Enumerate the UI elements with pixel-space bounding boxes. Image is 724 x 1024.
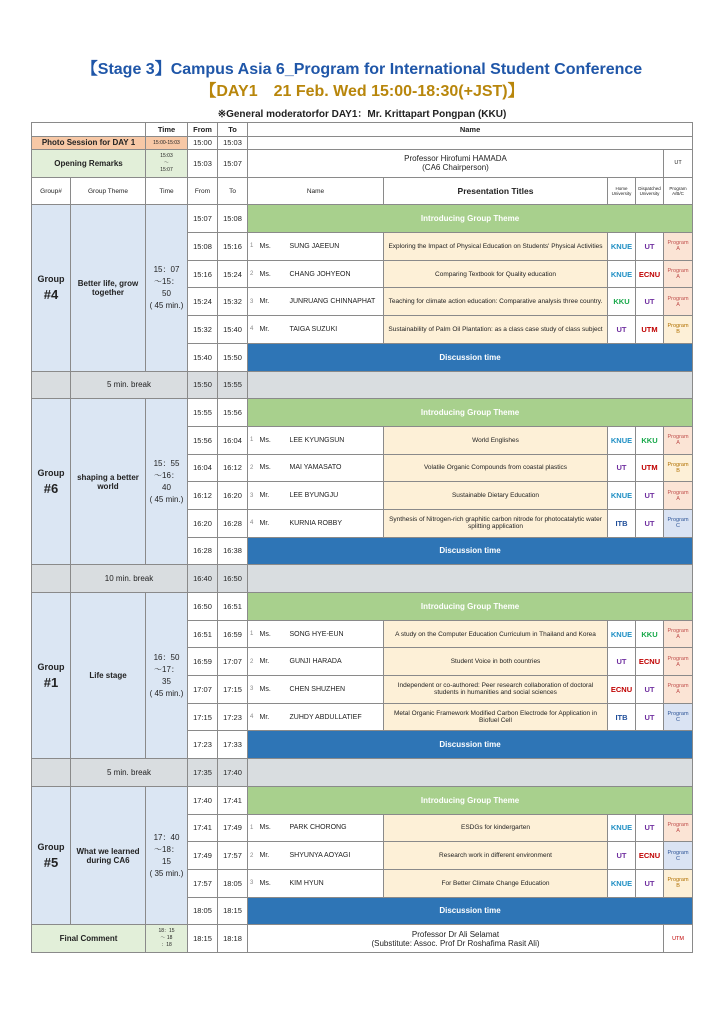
blank-cell bbox=[32, 759, 71, 787]
presenter-name: TAIGA SUZUKI bbox=[288, 316, 384, 344]
home-university: UT bbox=[608, 648, 636, 676]
from-time: 15:16 bbox=[188, 260, 218, 288]
presentation-title: World Englishes bbox=[384, 426, 608, 454]
final-time: 18：15 ～ 18 ：18 bbox=[146, 925, 188, 953]
from-time: 15:07 bbox=[188, 205, 218, 233]
program-badge: Program A bbox=[664, 814, 693, 842]
titles-header: Presentation Titles bbox=[384, 177, 608, 205]
speaker-substitute: (Substitute: Assoc. Prof Dr Roshafima Rasit Ali) bbox=[371, 938, 540, 948]
final-row bbox=[32, 925, 693, 953]
photo-time: 15:00-15:03 bbox=[146, 136, 188, 150]
to-header: To bbox=[218, 123, 248, 137]
dispatched-university: UTM bbox=[636, 454, 664, 482]
presenter-number: 1 bbox=[248, 426, 258, 454]
program-badge: Program B bbox=[664, 454, 693, 482]
from-time: 16:51 bbox=[188, 620, 218, 648]
page-title: 【Stage 3】Campus Asia 6_Program for International Student Conference bbox=[81, 61, 643, 78]
dispatched-university: ECNU bbox=[636, 260, 664, 288]
dispatched-university: UT bbox=[636, 814, 664, 842]
to-time: 15:40 bbox=[218, 316, 248, 344]
from-header: From bbox=[188, 123, 218, 137]
to-time: 17:07 bbox=[218, 648, 248, 676]
group-time: 17：40 ～18： 15 ( 35 min.) bbox=[146, 786, 188, 924]
dispatched-university: KKU bbox=[636, 620, 664, 648]
blank-cell bbox=[248, 565, 693, 593]
break-row bbox=[32, 371, 693, 399]
presenter-name: JUNRUANG CHINNAPHAT bbox=[288, 288, 384, 316]
page-subtitle: 【DAY1 21 Feb. Wed 15:00-18:30(+JST)】 bbox=[200, 83, 524, 100]
presenter-name: GUNJI HARADA bbox=[288, 648, 384, 676]
speaker-role: (CA6 Chairperson) bbox=[422, 163, 489, 173]
dispatched-university: UT bbox=[636, 703, 664, 731]
dispatched-university: UT bbox=[636, 509, 664, 537]
to-time: 16:38 bbox=[218, 537, 248, 565]
home-university: KNUE bbox=[608, 814, 636, 842]
from-time: 15:24 bbox=[188, 288, 218, 316]
presenter-name: CHEN SHUZHEN bbox=[288, 676, 384, 704]
intro-bar: Introducing Group Theme bbox=[248, 593, 693, 621]
intro-bar: Introducing Group Theme bbox=[248, 399, 693, 427]
to-time: 17:57 bbox=[218, 842, 248, 870]
break-label: 10 min. break bbox=[71, 565, 188, 593]
from-time: 15:56 bbox=[188, 426, 218, 454]
from-time: 17:15 bbox=[188, 703, 218, 731]
presentation-title: ESDGs for kindergarten bbox=[384, 814, 608, 842]
from-header: From bbox=[188, 177, 218, 205]
final-speaker bbox=[248, 925, 664, 953]
home-university: UT bbox=[608, 842, 636, 870]
from-time: 17:57 bbox=[188, 869, 218, 897]
to-time: 16:51 bbox=[218, 593, 248, 621]
presenter-name: ZUHDY ABDULLATIEF bbox=[288, 703, 384, 731]
break-label: 5 min. break bbox=[71, 371, 188, 399]
home-university: KNUE bbox=[608, 426, 636, 454]
presentation-title: Sustainability of Palm Oil Plantation: as a class case study of class subject bbox=[384, 316, 608, 344]
presentation-title: Exploring the Impact of Physical Education on Students' Physical Activities bbox=[384, 233, 608, 261]
home-university: ECNU bbox=[608, 676, 636, 704]
dispatched-university: UT bbox=[636, 869, 664, 897]
from-time: 16:20 bbox=[188, 509, 218, 537]
presenter-title: Mr. bbox=[258, 703, 288, 731]
from-time: 17:23 bbox=[188, 731, 218, 759]
program-badge: Program B bbox=[664, 869, 693, 897]
group-theme: shaping a better world bbox=[71, 399, 146, 565]
program-badge: Program A bbox=[664, 426, 693, 454]
name-header: Name bbox=[248, 123, 693, 137]
presenter-title: Ms. bbox=[258, 260, 288, 288]
presenter-title: Ms. bbox=[258, 676, 288, 704]
from-time: 15:00 bbox=[188, 136, 218, 150]
blank-cell bbox=[32, 565, 71, 593]
dispatched-university: UT bbox=[636, 233, 664, 261]
to-time: 15:08 bbox=[218, 205, 248, 233]
to-time: 16:20 bbox=[218, 482, 248, 510]
dispatched-univ-header: Dispatched University bbox=[636, 177, 664, 205]
home-university: KKU bbox=[608, 288, 636, 316]
group-id: #4 bbox=[43, 286, 59, 302]
presenter-name: LEE BYUNGJU bbox=[288, 482, 384, 510]
from-time: 16:40 bbox=[188, 565, 218, 593]
home-university: KNUE bbox=[608, 260, 636, 288]
presenter-title: Ms. bbox=[258, 620, 288, 648]
to-time: 15:55 bbox=[218, 371, 248, 399]
presenter-title: Ms. bbox=[258, 426, 288, 454]
to-time: 17:33 bbox=[218, 731, 248, 759]
moderator-note: ※General moderatorfor DAY1：Mr. Krittapart Pongpan (KKU) bbox=[217, 109, 507, 120]
home-university: UT bbox=[608, 454, 636, 482]
home-university: UT bbox=[608, 316, 636, 344]
presentation-title: Research work in different environment bbox=[384, 842, 608, 870]
presentation-title: Teaching for climate action education: Comparative analysis three country. bbox=[384, 288, 608, 316]
to-time: 16:12 bbox=[218, 454, 248, 482]
opening-remarks-label: Opening Remarks bbox=[32, 150, 146, 178]
break-row bbox=[32, 565, 693, 593]
program-badge: Program A bbox=[664, 676, 693, 704]
intro-row bbox=[32, 593, 693, 621]
time-header: Time bbox=[146, 123, 188, 137]
to-time: 18:15 bbox=[218, 897, 248, 925]
intro-row bbox=[32, 205, 693, 233]
to-time: 15:16 bbox=[218, 233, 248, 261]
to-time: 15:03 bbox=[218, 136, 248, 150]
presenter-name: SUNG JAEEUN bbox=[288, 233, 384, 261]
presenter-name: LEE KYUNGSUN bbox=[288, 426, 384, 454]
dispatched-university: ECNU bbox=[636, 648, 664, 676]
final-comment-label: Final Comment bbox=[32, 925, 146, 953]
to-time: 16:59 bbox=[218, 620, 248, 648]
from-time: 15:40 bbox=[188, 343, 218, 371]
dispatched-university: UTM bbox=[636, 316, 664, 344]
from-time: 18:05 bbox=[188, 897, 218, 925]
presenter-name: SONG HYE-EUN bbox=[288, 620, 384, 648]
discussion-bar: Discussion time bbox=[248, 897, 693, 925]
university-badge: UT bbox=[664, 150, 693, 178]
blank-cell bbox=[32, 123, 146, 137]
from-time: 17:41 bbox=[188, 814, 218, 842]
presentation-title: Sustainable Dietary Education bbox=[384, 482, 608, 510]
intro-bar: Introducing Group Theme bbox=[248, 205, 693, 233]
presentation-title: Student Voice in both countries bbox=[384, 648, 608, 676]
group-label: Group bbox=[37, 841, 65, 852]
to-time: 16:04 bbox=[218, 426, 248, 454]
presenter-title: Ms. bbox=[258, 233, 288, 261]
from-time: 17:40 bbox=[188, 786, 218, 814]
time-header: Time bbox=[146, 177, 188, 205]
presenter-number: 2 bbox=[248, 842, 258, 870]
presenter-number: 1 bbox=[248, 233, 258, 261]
presenter-name: KURNIA ROBBY bbox=[288, 509, 384, 537]
program-badge: Program A bbox=[664, 482, 693, 510]
intro-row bbox=[32, 399, 693, 427]
opening-row bbox=[32, 150, 693, 178]
presenter-number: 4 bbox=[248, 509, 258, 537]
presenter-number: 1 bbox=[248, 620, 258, 648]
program-badge: Program C bbox=[664, 703, 693, 731]
discussion-bar: Discussion time bbox=[248, 731, 693, 759]
to-time: 15:07 bbox=[218, 150, 248, 178]
group-time: 15：55 ～16： 40 ( 45 min.) bbox=[146, 399, 188, 565]
presenter-title: Ms. bbox=[258, 869, 288, 897]
group-label: Group bbox=[37, 273, 65, 284]
blank-cell bbox=[248, 136, 693, 150]
speaker-name: Professor Hirofumi HAMADA bbox=[404, 154, 507, 164]
group-number bbox=[32, 399, 71, 565]
group-header: Group# bbox=[32, 177, 71, 205]
presenter-title: Ms. bbox=[258, 814, 288, 842]
group-theme: Life stage bbox=[71, 593, 146, 759]
program-badge: Program C bbox=[664, 842, 693, 870]
presenter-number: 4 bbox=[248, 316, 258, 344]
blank-cell bbox=[32, 371, 71, 399]
presenter-number: 3 bbox=[248, 288, 258, 316]
presenter-number: 4 bbox=[248, 703, 258, 731]
program-badge: Program C bbox=[664, 509, 693, 537]
group-id: #5 bbox=[43, 854, 59, 870]
presenter-title: Mr. bbox=[258, 316, 288, 344]
program-badge: Program A bbox=[664, 233, 693, 261]
dispatched-university: UT bbox=[636, 676, 664, 704]
group-number bbox=[32, 593, 71, 759]
photo-session-label: Photo Session for DAY 1 bbox=[32, 136, 146, 150]
university-badge: UTM bbox=[664, 925, 693, 953]
dispatched-university: ECNU bbox=[636, 842, 664, 870]
to-time: 15:50 bbox=[218, 343, 248, 371]
presenter-name: KIM HYUN bbox=[288, 869, 384, 897]
discussion-bar: Discussion time bbox=[248, 343, 693, 371]
from-time: 16:04 bbox=[188, 454, 218, 482]
home-university: KNUE bbox=[608, 869, 636, 897]
to-time: 17:15 bbox=[218, 676, 248, 704]
to-time: 15:56 bbox=[218, 399, 248, 427]
presenter-number: 3 bbox=[248, 482, 258, 510]
group-header-row bbox=[32, 177, 693, 205]
dispatched-university: KKU bbox=[636, 426, 664, 454]
presentation-title: Volatile Organic Compounds from coastal plastics bbox=[384, 454, 608, 482]
home-university: KNUE bbox=[608, 620, 636, 648]
to-time: 17:41 bbox=[218, 786, 248, 814]
break-row bbox=[32, 759, 693, 787]
presenter-name: SHYUNYA AOYAGI bbox=[288, 842, 384, 870]
blank-cell bbox=[248, 371, 693, 399]
opening-speaker bbox=[248, 150, 664, 178]
from-time: 16:12 bbox=[188, 482, 218, 510]
group-theme: What we learned during CA6 bbox=[71, 786, 146, 924]
group-id: #1 bbox=[43, 674, 59, 690]
from-time: 16:50 bbox=[188, 593, 218, 621]
group-theme: Better life, grow together bbox=[71, 205, 146, 371]
to-header: To bbox=[218, 177, 248, 205]
photo-row bbox=[32, 136, 693, 150]
program-badge: Program A bbox=[664, 620, 693, 648]
presenter-title: Mr. bbox=[258, 482, 288, 510]
from-time: 18:15 bbox=[188, 925, 218, 953]
from-time: 17:07 bbox=[188, 676, 218, 704]
program-badge: Program A bbox=[664, 648, 693, 676]
presenter-number: 2 bbox=[248, 454, 258, 482]
from-time: 15:03 bbox=[188, 150, 218, 178]
presenter-number: 2 bbox=[248, 260, 258, 288]
presentation-title: Independent or co-authored: Peer research collaboration of doctoral students in humanities and social sciences bbox=[384, 676, 608, 704]
discussion-bar: Discussion time bbox=[248, 537, 693, 565]
presenter-number: 2 bbox=[248, 648, 258, 676]
group-time: 15：07 ～15： 50 ( 45 min.) bbox=[146, 205, 188, 371]
break-label: 5 min. break bbox=[71, 759, 188, 787]
to-time: 18:18 bbox=[218, 925, 248, 953]
to-time: 16:50 bbox=[218, 565, 248, 593]
home-univ-header: Home University bbox=[608, 177, 636, 205]
from-time: 15:50 bbox=[188, 371, 218, 399]
to-time: 17:40 bbox=[218, 759, 248, 787]
program-table bbox=[31, 122, 693, 953]
intro-row bbox=[32, 786, 693, 814]
group-number bbox=[32, 205, 71, 371]
presenter-number: 3 bbox=[248, 869, 258, 897]
to-time: 17:23 bbox=[218, 703, 248, 731]
to-time: 16:28 bbox=[218, 509, 248, 537]
intro-bar: Introducing Group Theme bbox=[248, 786, 693, 814]
group-number bbox=[32, 786, 71, 924]
from-time: 17:35 bbox=[188, 759, 218, 787]
presentation-title: For Better Climate Change Education bbox=[384, 869, 608, 897]
from-time: 17:49 bbox=[188, 842, 218, 870]
presenter-number: 1 bbox=[248, 814, 258, 842]
program-badge: Program A bbox=[664, 260, 693, 288]
home-university: ITB bbox=[608, 703, 636, 731]
home-university: ITB bbox=[608, 509, 636, 537]
home-university: KNUE bbox=[608, 482, 636, 510]
program-badge: Program B bbox=[664, 316, 693, 344]
presenter-title: Ms. bbox=[258, 454, 288, 482]
presentation-title: Metal Organic Framework Modified Carbon Electrode for Application in Biofuel Cell bbox=[384, 703, 608, 731]
to-time: 17:49 bbox=[218, 814, 248, 842]
group-label: Group bbox=[37, 661, 65, 672]
blank-cell bbox=[248, 759, 693, 787]
to-time: 15:24 bbox=[218, 260, 248, 288]
group-label: Group bbox=[37, 467, 65, 478]
home-university: KNUE bbox=[608, 233, 636, 261]
from-time: 15:32 bbox=[188, 316, 218, 344]
presentation-title: Comparing Textbook for Quality education bbox=[384, 260, 608, 288]
dispatched-university: UT bbox=[636, 482, 664, 510]
from-time: 15:55 bbox=[188, 399, 218, 427]
presenter-title: Mr. bbox=[258, 842, 288, 870]
presenter-number: 3 bbox=[248, 676, 258, 704]
header-row bbox=[32, 123, 693, 137]
dispatched-university: UT bbox=[636, 288, 664, 316]
presenter-title: Mr. bbox=[258, 648, 288, 676]
program-badge: Program A bbox=[664, 288, 693, 316]
to-time: 18:05 bbox=[218, 869, 248, 897]
presenter-name: PARK CHORONG bbox=[288, 814, 384, 842]
to-time: 15:32 bbox=[218, 288, 248, 316]
presenter-name: MAI YAMASATO bbox=[288, 454, 384, 482]
theme-header: Group Theme bbox=[71, 177, 146, 205]
presenter-title: Mr. bbox=[258, 509, 288, 537]
presenter-name: CHANG JOHYEON bbox=[288, 260, 384, 288]
group-time: 16：50 ～17： 35 ( 45 min.) bbox=[146, 593, 188, 759]
from-time: 16:28 bbox=[188, 537, 218, 565]
from-time: 16:59 bbox=[188, 648, 218, 676]
opening-time: 15:03 ～ 15:07 bbox=[146, 150, 188, 178]
speaker-name: Professor Dr Ali Selamat bbox=[411, 929, 500, 939]
presentation-title: A study on the Computer Education Curriculum in Thailand and Korea bbox=[384, 620, 608, 648]
name-header: Name bbox=[248, 177, 384, 205]
from-time: 15:08 bbox=[188, 233, 218, 261]
presentation-title: Synthesis of Nitrogen-rich graphitic carbon nitrode for photocatalytic water splitting application bbox=[384, 509, 608, 537]
program-header: Program A/B/C bbox=[664, 177, 693, 205]
presenter-title: Mr. bbox=[258, 288, 288, 316]
group-id: #6 bbox=[43, 480, 59, 496]
